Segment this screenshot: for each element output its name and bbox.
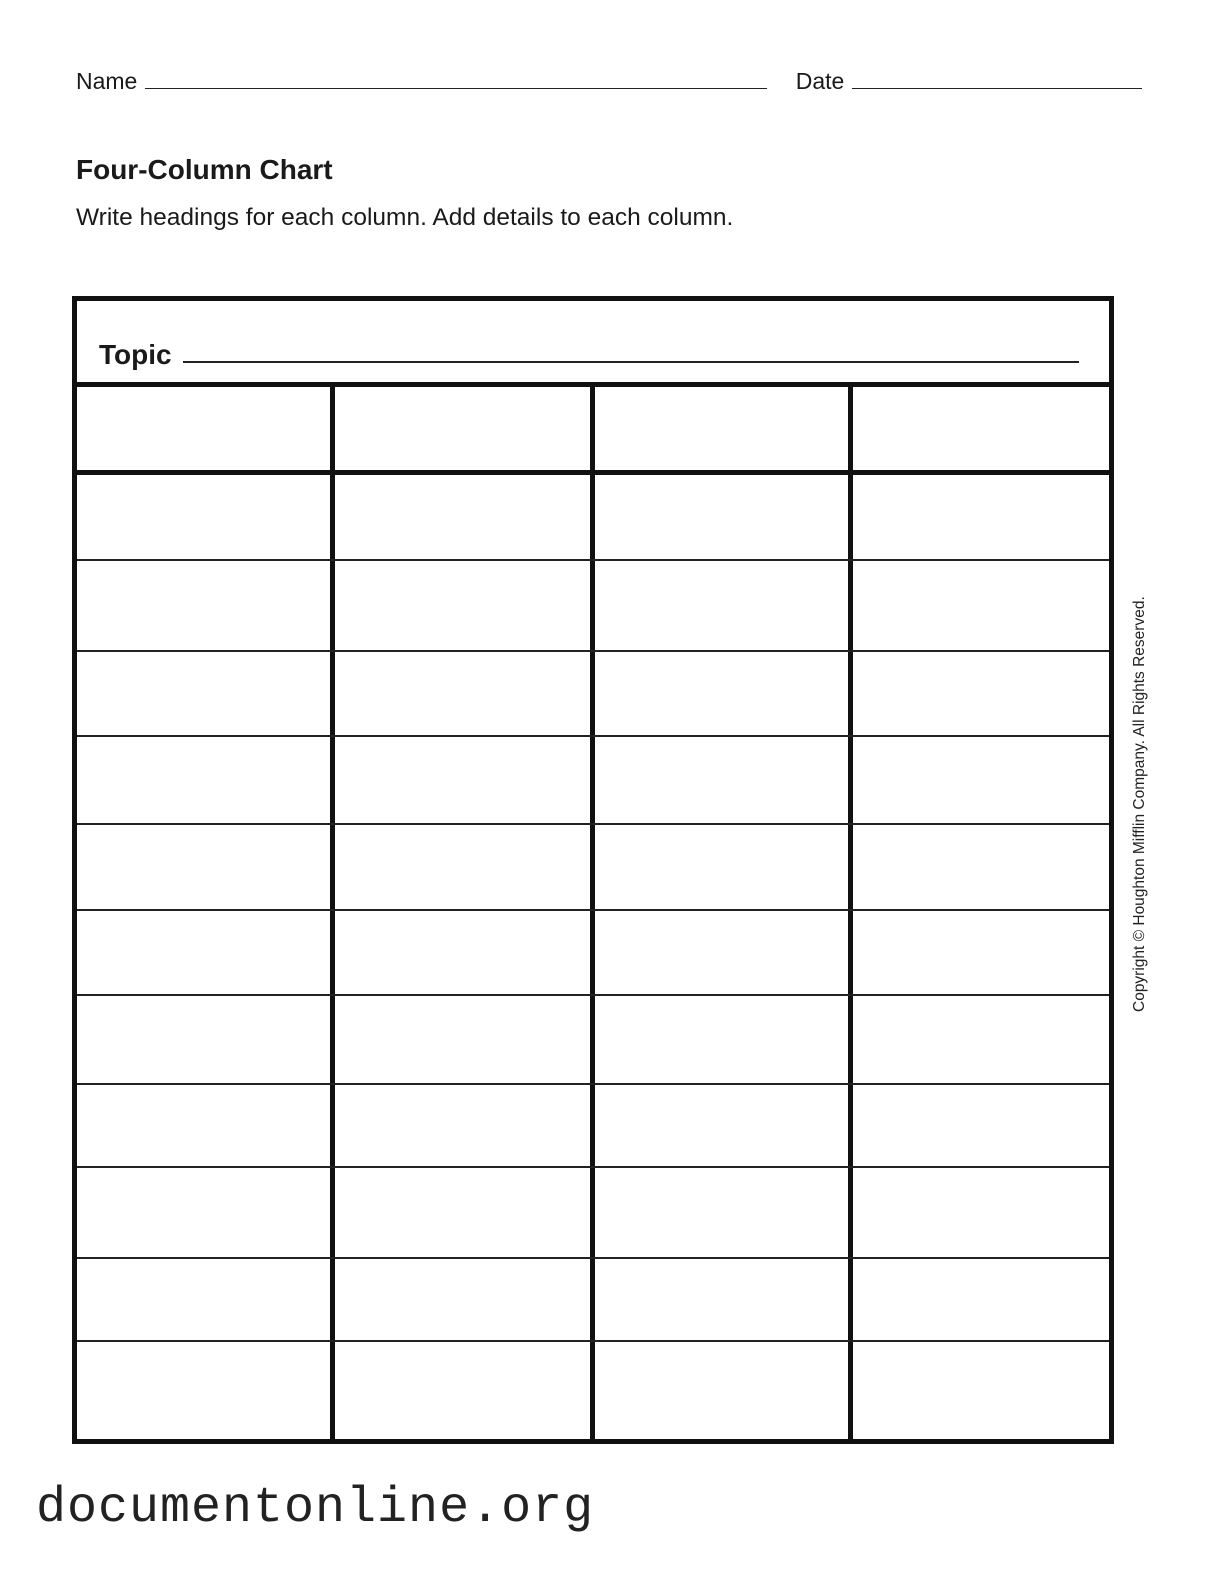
row-divider [77, 1166, 1109, 1168]
row-divider [77, 1257, 1109, 1259]
row-divider [77, 1340, 1109, 1342]
column-divider [590, 387, 595, 1444]
topic-label: Topic [99, 339, 172, 370]
column-divider [848, 387, 853, 1444]
row-divider [77, 823, 1109, 825]
date-label: Date [795, 68, 845, 94]
column-heading-cell-1[interactable] [77, 387, 330, 470]
date-field[interactable] [852, 70, 1142, 89]
column-heading-cell-4[interactable] [853, 387, 1109, 470]
worksheet-instructions: Write headings for each column. Add details to each column. [76, 204, 734, 231]
row-divider [77, 909, 1109, 911]
watermark: documentonline.org [36, 1480, 595, 1537]
row-divider [77, 1083, 1109, 1085]
row-divider [77, 735, 1109, 737]
name-field[interactable] [145, 70, 767, 89]
name-date-line [76, 68, 1142, 95]
row-divider [77, 994, 1109, 996]
column-heading-cell-3[interactable] [595, 387, 848, 470]
topic-field[interactable] [183, 361, 1079, 363]
name-label: Name [76, 68, 138, 94]
row-divider [77, 650, 1109, 652]
worksheet-title: Four-Column Chart [76, 154, 333, 185]
four-column-chart [72, 296, 1114, 1444]
column-divider [330, 387, 335, 1444]
column-heading-cell-2[interactable] [335, 387, 590, 470]
copyright-notice: Copyright © Houghton Mifflin Company. All Rights Reserved. [1131, 596, 1148, 1012]
row-divider [77, 559, 1109, 561]
topic-row [77, 301, 1109, 387]
